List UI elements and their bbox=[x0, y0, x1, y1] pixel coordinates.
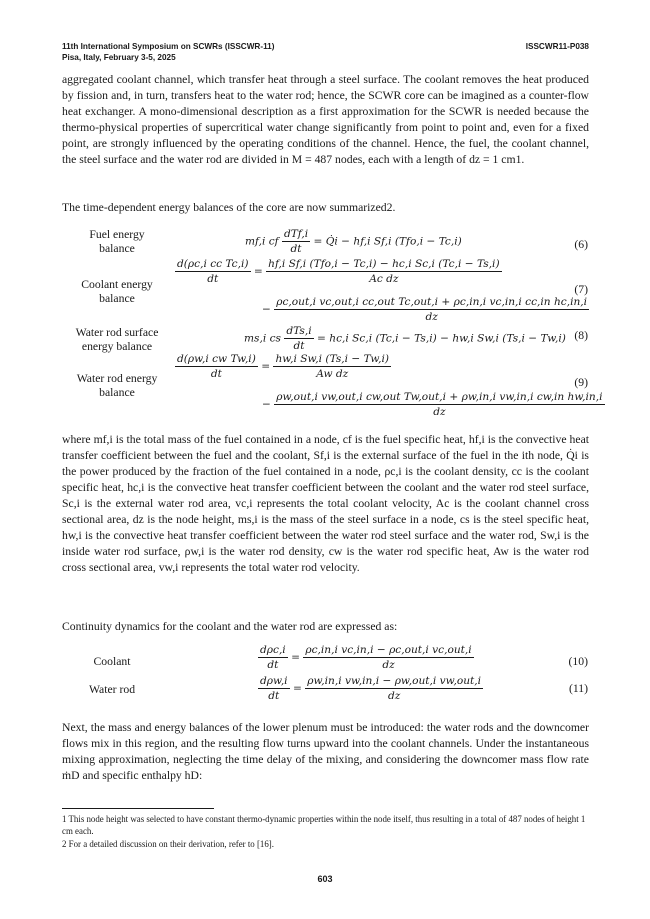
footnote-1: 1 This node height was selected to have constant thermo-dynamic properties within the node itself, thus resulting in a total of 487 nodes of height 1 cm each. bbox=[62, 814, 586, 836]
eq8-frac-den: dt bbox=[293, 340, 305, 352]
eq6-label bbox=[62, 228, 172, 256]
eq7-rhs-fraction bbox=[266, 258, 501, 285]
equation-9 bbox=[175, 353, 391, 380]
eq7-lhs-num: d(ρc,i cc Tc,i) bbox=[177, 258, 249, 270]
running-header-left bbox=[62, 41, 274, 63]
eq10-lhs-fraction bbox=[258, 644, 288, 671]
eq7-cont-fraction bbox=[274, 296, 589, 323]
eq7-lhs-fraction bbox=[175, 258, 251, 285]
eq7-label-line2: balance bbox=[99, 292, 135, 305]
eq7-rhs-den: Ac dz bbox=[369, 273, 399, 285]
eq8-number: (8) bbox=[574, 329, 588, 342]
eq9-label-line2: balance bbox=[99, 386, 135, 399]
eq11-rhs-fraction bbox=[305, 675, 483, 702]
equation-7-continuation bbox=[262, 296, 589, 323]
footnote-rule bbox=[62, 808, 214, 809]
eq6-rhs: = Q̇i − hf,i Sf,i (Tfo,i − Tc,i) bbox=[313, 235, 462, 248]
eq6-label-line1: Fuel energy bbox=[89, 228, 145, 241]
equation-11 bbox=[258, 675, 483, 702]
eq7-rhs-num: hf,i Sf,i (Tfo,i − Tc,i) − hc,i Sc,i (Tc,i − Ts,i) bbox=[268, 258, 500, 270]
eq9-lhs-den: dt bbox=[210, 368, 222, 380]
eq7-cont-den: dz bbox=[425, 311, 438, 323]
eq11-rhs-num: ρw,in,i vw,in,i − ρw,out,i vw,out,i bbox=[307, 675, 482, 687]
equation-9-continuation bbox=[262, 391, 605, 418]
eq7-label bbox=[62, 278, 172, 306]
eq11-number: (11) bbox=[568, 682, 588, 695]
eq7-minus: − bbox=[262, 303, 271, 316]
eq10-rhs-fraction bbox=[303, 644, 473, 671]
eq10-lhs-num: dρc,i bbox=[260, 644, 286, 656]
eq9-cont-num: ρw,out,i vw,out,i cw,out Tw,out,i + ρw,in,i vw,in,i cw,in hw,in,i bbox=[276, 391, 603, 403]
equation-6 bbox=[245, 228, 462, 255]
eq6-number: (6) bbox=[574, 238, 588, 251]
eq9-cont-fraction bbox=[274, 391, 604, 418]
eq9-equals: = bbox=[261, 360, 271, 373]
eq8-label-line2: energy balance bbox=[81, 340, 153, 353]
eq6-label-line2: balance bbox=[99, 242, 135, 255]
eq9-minus: − bbox=[262, 398, 271, 411]
eq9-label-line1: Water rod energy bbox=[76, 372, 158, 385]
eq7-number: (7) bbox=[574, 283, 588, 296]
eq11-lhs-num: dρw,i bbox=[260, 675, 288, 687]
eq11-lhs-den: dt bbox=[268, 690, 280, 702]
eq10-equals: = bbox=[291, 651, 300, 664]
eq6-lhs: mf,i cf bbox=[245, 235, 279, 248]
eq8-rhs: = hc,i Sc,i (Tc,i − Ts,i) − hw,i Sw,i (Ts,i − Tw,i) bbox=[317, 332, 566, 345]
eq8-lhs: ms,i cs bbox=[244, 332, 281, 345]
eq9-label bbox=[62, 372, 172, 400]
equation-8 bbox=[244, 325, 566, 352]
eq9-rhs-den: Aw dz bbox=[316, 368, 349, 380]
page-number: 603 bbox=[317, 874, 333, 884]
eq8-label-line1: Water rod surface bbox=[75, 326, 159, 339]
eq11-label: Water rod bbox=[88, 683, 136, 696]
eq7-equals: = bbox=[253, 265, 263, 278]
eq8-frac-num: dTs,i bbox=[286, 325, 312, 337]
eq7-cont-num: ρc,out,i vc,out,i cc,out Tc,out,i + ρc,in,i vc,in,i cc,in hc,in,i bbox=[276, 296, 588, 308]
eq11-rhs-den: dz bbox=[387, 690, 401, 702]
eq6-frac-num: dTf,i bbox=[283, 228, 309, 240]
eq8-label bbox=[62, 326, 172, 354]
eq10-rhs-den: dz bbox=[382, 659, 395, 671]
eq10-number: (10) bbox=[568, 655, 588, 668]
eq9-lhs-fraction bbox=[175, 353, 258, 380]
eq11-equals: = bbox=[292, 682, 302, 695]
eq7-lhs-den: dt bbox=[207, 273, 219, 285]
equation-10 bbox=[258, 644, 474, 671]
eq9-number: (9) bbox=[574, 376, 588, 389]
eq8-fraction bbox=[284, 325, 313, 352]
eq9-lhs-num: d(ρw,i cw Tw,i) bbox=[177, 353, 256, 365]
eq7-label-line1: Coolant energy bbox=[81, 278, 153, 291]
body-paragraph-5: Next, the mass and energy balances of the lower plenum must be introduced: the water rods and the downcomer flows mix in this region, and the resulting flow turns upward into the coolant channels. Under the instantaneous mixing approximation, neglecting the time delay of the mixing, and considering the downcomer mass flow rate ṁD and specific enthalpy hD: bbox=[62, 721, 589, 782]
eq9-cont-den: dz bbox=[433, 406, 446, 418]
body-paragraph-3: where mf,i is the total mass of the fuel contained in a node, cf is the fuel specific heat, hf,i is the convective heat transfer coefficient between the fuel and the coolant, Sf,i is the external surface of the fuel in the ith node, Q̇i is the power produced by the fraction of the fuel contained in a node, ρc,i is the coolant density, cc is the coolant specific heat, hc,i is the convective heat transfer coefficient between the coolant and the water rod steel surface, Sc,i is the external water rod area, vc,i represents the total coolant velocity, Ac is the coolant channel cross sectional area, dz is the node height, ms,i is the mass of the steel surface in a node, cs is the steel specific heat, hw,i is the convective heat transfer coefficient between the water rod steel surface and the water rod, Sw,i is the inside water rod surface, ρw,i is the water rod density, cw is the water rod specific heat, Aw is the water rod cross sectional area, vw,i represents the total water rod velocity. bbox=[62, 433, 589, 574]
body-paragraph-1: aggregated coolant channel, which transfer heat through a steel surface. The coolant removes the heat produced by fission and, in turn, transfers heat to the water rod; hence, the SCWR core can be imagined as a counter-flow heat exchanger. A mono-dimensional description as a first approximation for the SCWR is needed because the thermo-physical properties of supercritical water change significantly from point to point and, even for a fixed point, are strongly influenced by the operating conditions of the channel. Hence, the fuel, the coolant channel, the steel surface and the water rod are divided in M = 487 nodes, each with a length of dz = 1 cm1. bbox=[62, 73, 589, 166]
eq10-lhs-den: dt bbox=[267, 659, 279, 671]
conference-title: 11th International Symposium on SCWRs (ISSCWR-11) bbox=[62, 42, 275, 51]
eq6-frac-den: dt bbox=[290, 243, 302, 255]
paper-id: ISSCWR11-P038 bbox=[525, 42, 589, 51]
eq9-rhs-num: hw,i Sw,i (Ts,i − Tw,i) bbox=[275, 353, 390, 365]
body-paragraph-4: Continuity dynamics for the coolant and the water rod are expressed as: bbox=[62, 620, 398, 633]
eq9-rhs-fraction bbox=[273, 353, 391, 380]
eq6-fraction bbox=[282, 228, 310, 255]
body-paragraph-2: The time-dependent energy balances of the core are now summarized2. bbox=[62, 201, 396, 214]
equation-7 bbox=[175, 258, 502, 285]
eq10-rhs-num: ρc,in,i vc,in,i − ρc,out,i vc,out,i bbox=[305, 644, 472, 656]
eq10-label: Coolant bbox=[93, 655, 131, 668]
footnote-2: 2 For a detailed discussion on their derivation, refer to [16]. bbox=[62, 839, 274, 849]
conference-location: Pisa, Italy, February 3-5, 2025 bbox=[62, 53, 176, 62]
eq11-lhs-fraction bbox=[258, 675, 290, 702]
